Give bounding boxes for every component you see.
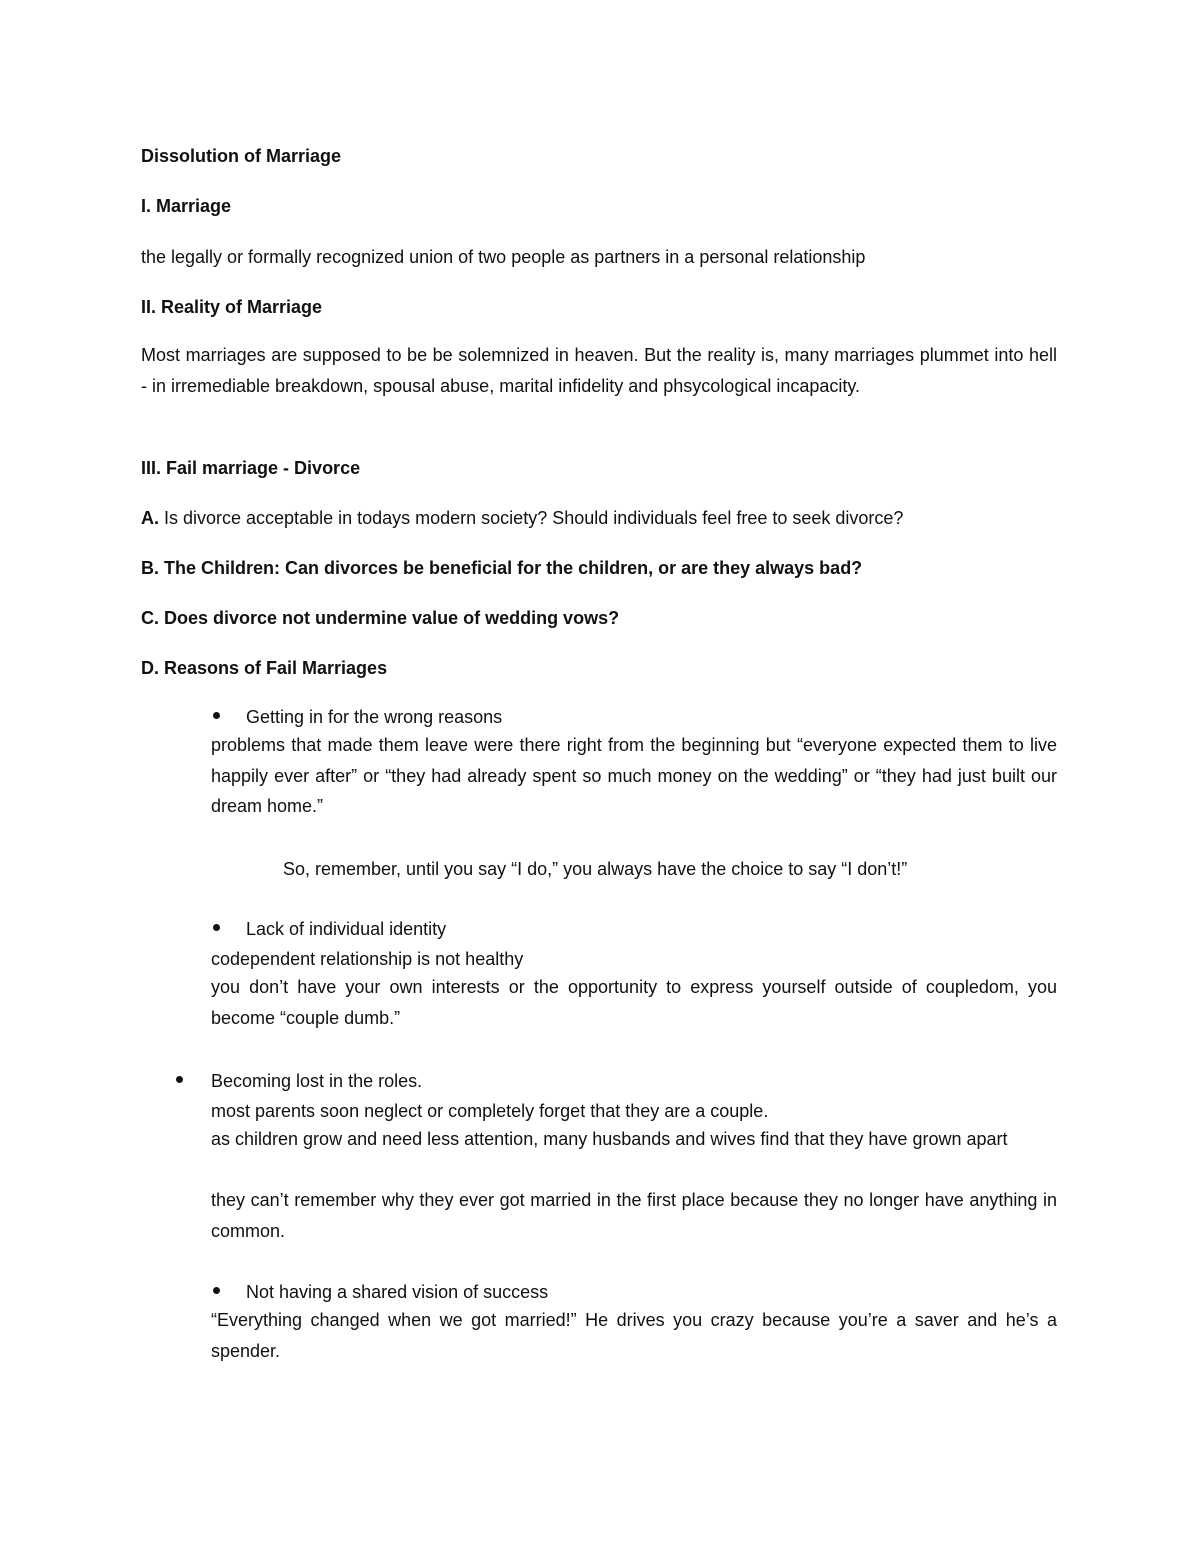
reason-2-text: you don’t have your own interests or the opportunity to express yourself outside of coupledom, you become “couple dumb.” (211, 977, 1057, 1028)
reason-3-line-1: most parents soon neglect or completely forget that they are a couple. (211, 1101, 769, 1121)
question-c: C. Does divorce not undermine value of wedding vows? (141, 608, 620, 628)
reason-2-line: codependent relationship is not healthy (211, 949, 524, 969)
reason-2-title: Lack of individual identity (246, 919, 447, 939)
reality-paragraph (141, 340, 1057, 401)
reason-1-quote: So, remember, until you say “I do,” you always have the choice to say “I don’t!” (283, 859, 908, 879)
marriage-definition: the legally or formally recognized union of two people as partners in a personal relationship (141, 247, 866, 267)
reason-1-title: Getting in for the wrong reasons (246, 707, 503, 727)
reason-3-paragraph-2 (211, 1124, 1057, 1155)
question-b: B. The Children: Can divorces be beneficial for the children, or are they always bad? (141, 558, 863, 578)
reason-3-paragraph-3 (211, 1185, 1057, 1246)
section-heading-divorce: III. Fail marriage - Divorce (141, 458, 361, 478)
question-a-text: Is divorce acceptable in todays modern society? Should individuals feel free to seek divorce? (159, 508, 904, 528)
reality-text: Most marriages are supposed to be be solemnized in heaven. But the reality is, many marriages plummet into hell - in irremediable breakdown, spousal abuse, marital infidelity and phsycological incapacity. (141, 345, 1057, 396)
bullet-icon (213, 924, 220, 931)
bullet-icon (213, 712, 220, 719)
question-d: D. Reasons of Fail Marriages (141, 658, 388, 678)
reason-1-paragraph (211, 730, 1057, 822)
question-a (141, 506, 903, 530)
document-title: Dissolution of Marriage (141, 146, 342, 166)
bullet-icon (213, 1287, 220, 1294)
question-a-label: A. (141, 508, 159, 528)
reason-4-text: “Everything changed when we got married!” He drives you crazy because you’re a saver and he’s a spender. (211, 1310, 1057, 1361)
section-heading-marriage: I. Marriage (141, 196, 232, 216)
bullet-icon (176, 1076, 183, 1083)
reason-2-paragraph (211, 972, 1057, 1033)
reason-3-line-3: they can’t remember why they ever got married in the first place because they no longer have anything in common. (211, 1190, 1057, 1241)
section-heading-reality: II. Reality of Marriage (141, 297, 323, 317)
reason-3-line-2: as children grow and need less attention, many husbands and wives find that they have grown apart (211, 1129, 1008, 1149)
reason-4-title: Not having a shared vision of success (246, 1282, 549, 1302)
reason-3-title: Becoming lost in the roles. (211, 1071, 423, 1091)
reason-4-paragraph (211, 1305, 1057, 1366)
reason-1-text: problems that made them leave were there right from the beginning but “everyone expected them to live happily ever after” or “they had already spent so much money on the wedding” or “they had just built our dream home.” (211, 735, 1057, 816)
